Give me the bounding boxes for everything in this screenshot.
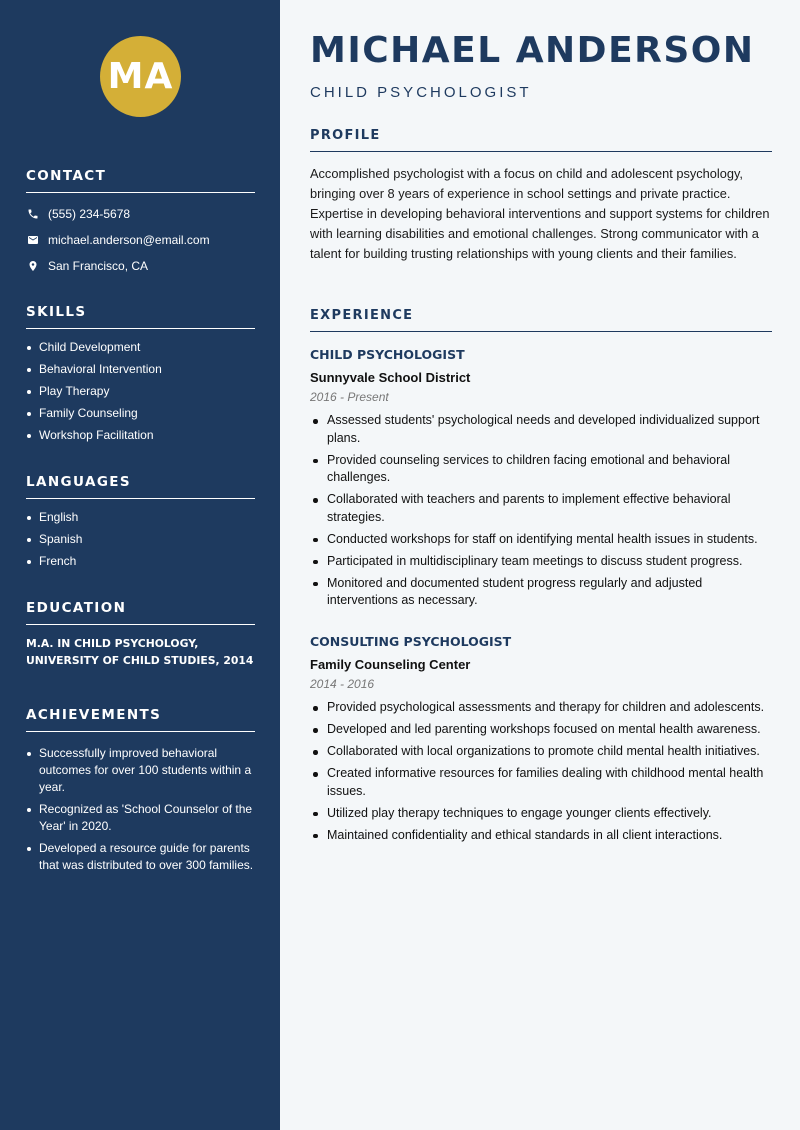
phone-icon (26, 208, 39, 221)
job-bullet: Conducted workshops for staff on identifying mental health issues in students. (310, 531, 772, 549)
skill-item: Child Development (26, 339, 255, 356)
skills-list (26, 339, 255, 444)
language-item: Spanish (26, 531, 255, 548)
achievement-item: Developed a resource guide for parents that was distributed to over 300 families. (26, 840, 255, 874)
skill-item: Workshop Facilitation (26, 427, 255, 444)
profile-heading: PROFILE (310, 128, 772, 152)
job-bullet: Monitored and documented student progress regularly and adjusted interventions as necessary. (310, 575, 772, 610)
contact-heading: CONTACT (26, 168, 255, 193)
candidate-title: CHILD PSYCHOLOGIST (310, 84, 532, 101)
experience-entry (310, 634, 772, 849)
avatar: MA (100, 36, 181, 117)
sidebar (0, 0, 280, 1130)
achievements-list (26, 745, 255, 874)
location-pin-icon (26, 260, 39, 273)
job-bullets (310, 412, 772, 610)
job-bullet: Provided psychological assessments and therapy for children and adolescents. (310, 699, 772, 717)
education-school: UNIVERSITY OF CHILD STUDIES, 2014 (26, 654, 254, 667)
profile-text: Accomplished psychologist with a focus on child and adolescent psychology, bringing over 8 years of experience in school settings and private practice. Expertise in developing behavioral interventions and support systems for children with learning disabilities and emotional challenges. Strong communicator with a talent for building trusting relationships with young clients and their families. (310, 166, 770, 261)
candidate-name: MICHAEL ANDERSON (310, 30, 755, 71)
contact-phone (26, 201, 255, 227)
job-dates: 2016 - Present (310, 390, 389, 404)
languages-list (26, 509, 255, 570)
experience-heading: EXPERIENCE (310, 308, 772, 332)
skill-item: Play Therapy (26, 383, 255, 400)
job-dates: 2014 - 2016 (310, 677, 375, 691)
job-role: CHILD PSYCHOLOGIST (310, 347, 465, 362)
job-bullet: Developed and led parenting workshops focused on mental health awareness. (310, 721, 772, 739)
email-icon (26, 234, 39, 247)
phone-text: (555) 234-5678 (48, 207, 131, 221)
education-heading: EDUCATION (26, 600, 255, 625)
location-text: San Francisco, CA (48, 259, 149, 273)
job-bullet: Provided counseling services to children facing emotional and behavioral challenges. (310, 452, 772, 487)
contact-email (26, 227, 255, 253)
achievement-item: Successfully improved behavioral outcomes for over 100 students within a year. (26, 745, 255, 796)
job-company: Sunnyvale School District (310, 370, 471, 385)
job-bullet: Assessed students' psychological needs and developed individualized support plans. (310, 412, 772, 447)
job-company: Family Counseling Center (310, 657, 471, 672)
skills-section (26, 304, 255, 449)
job-bullet: Collaborated with teachers and parents to implement effective behavioral strategies. (310, 491, 772, 526)
job-bullet: Utilized play therapy techniques to engage younger clients effectively. (310, 805, 772, 823)
language-item: English (26, 509, 255, 526)
job-bullets (310, 699, 772, 844)
achievements-heading: ACHIEVEMENTS (26, 707, 255, 732)
education-section (26, 600, 255, 669)
education-degree: M.A. IN CHILD PSYCHOLOGY, (26, 637, 199, 650)
achievements-section (26, 707, 255, 879)
achievement-item: Recognized as 'School Counselor of the Year' in 2020. (26, 801, 255, 835)
languages-heading: LANGUAGES (26, 474, 255, 499)
skills-heading: SKILLS (26, 304, 255, 329)
job-bullet: Maintained confidentiality and ethical standards in all client interactions. (310, 827, 772, 845)
email-text: michael.anderson@email.com (48, 233, 210, 247)
job-role: CONSULTING PSYCHOLOGIST (310, 634, 512, 649)
languages-section (26, 474, 255, 575)
job-bullet: Collaborated with local organizations to promote child mental health initiatives. (310, 743, 772, 761)
experience-entry (310, 347, 772, 614)
contact-location (26, 253, 255, 279)
language-item: French (26, 553, 255, 570)
skill-item: Family Counseling (26, 405, 255, 422)
job-bullet: Created informative resources for families dealing with childhood mental health issues. (310, 765, 772, 800)
contact-section (26, 168, 255, 279)
education-entry (26, 635, 255, 669)
skill-item: Behavioral Intervention (26, 361, 255, 378)
job-bullet: Participated in multidisciplinary team meetings to discuss student progress. (310, 553, 772, 571)
